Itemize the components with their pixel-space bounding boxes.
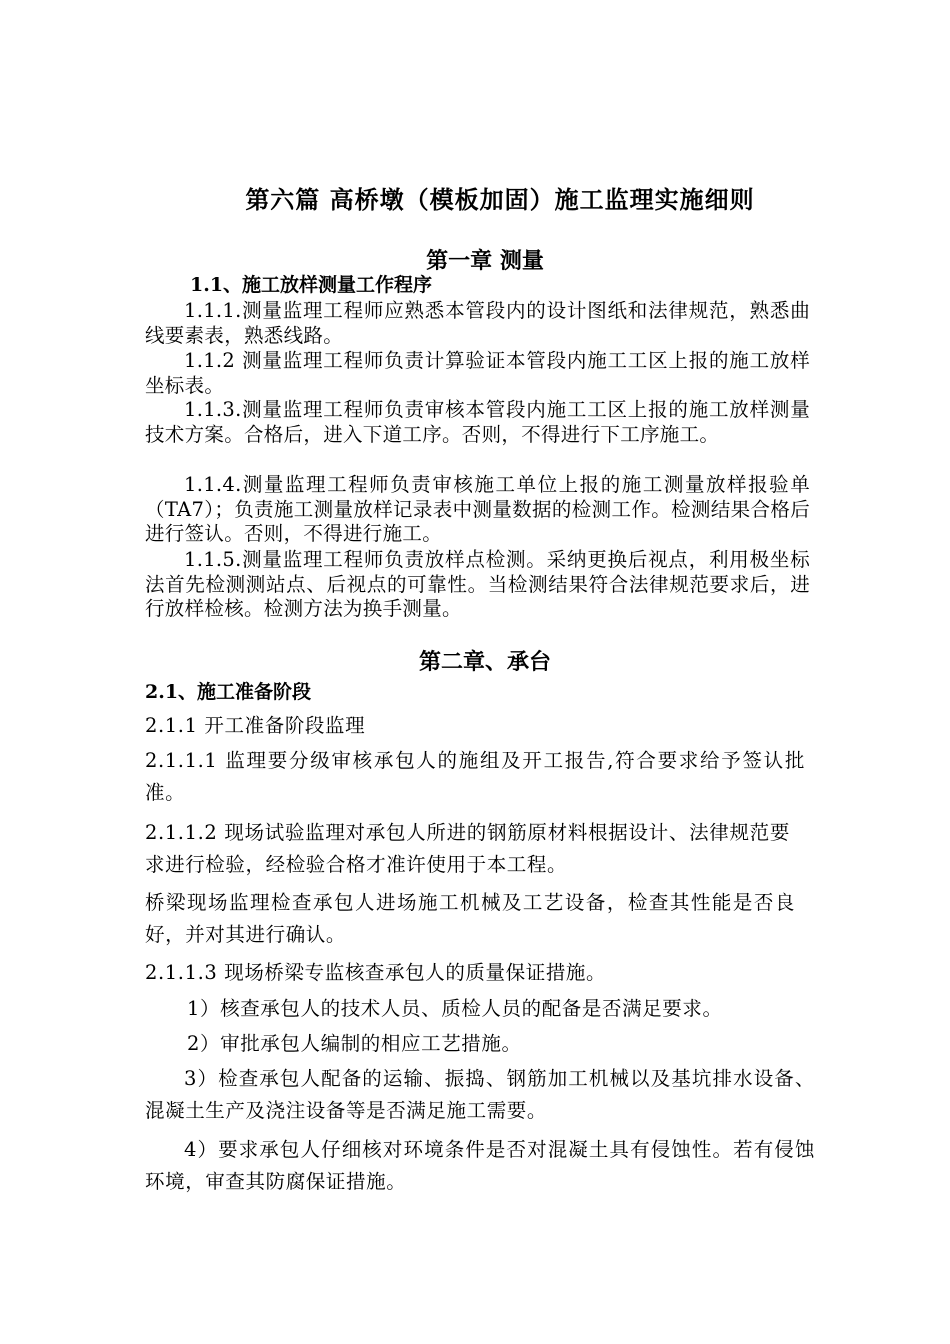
list-item-3: 3）检查承包人配备的运输、振捣、钢筋加工机械以及基坑排水设备、混凝土生产及浇注设备等是否满足施工需要。 <box>145 1067 815 1122</box>
paragraph-1-1-4: 1.1.4.测量监理工程师负责审核施工单位上报的施工测量放样报验单（TA7）；负责施工测量放样记录表中测量数据的检测工作。检测结果合格后进行签认。否则，不得进行施工。 <box>145 473 810 545</box>
paragraph-2-1-1-2: 2.1.1.2 现场试验监理对承包人所进的钢筋原材料根据设计、法律规范要求进行检验，经检验合格才准许使用于本工程。 <box>145 821 790 876</box>
section-1-1-heading: 1.1、施工放样测量工作程序 <box>190 274 433 296</box>
paragraph-1-1-1: 1.1.1.测量监理工程师应熟悉本管段内的设计图纸和法律规范，熟悉曲线要素表，熟悉线路。 <box>145 299 810 347</box>
chapter-2-title: 第二章、承台 <box>418 649 551 675</box>
paragraph-2-1-1-1: 2.1.1.1 监理要分级审核承包人的施组及开工报告,符合要求给予签认批准。 <box>145 749 805 804</box>
chapter-1-title: 第一章 测量 <box>426 248 544 274</box>
list-item-2: 2）审批承包人编制的相应工艺措施。 <box>187 1032 522 1055</box>
document-title: 第六篇 高桥墩（模板加固）施工监理实施细则 <box>245 185 755 214</box>
section-2-1-heading: 2.1、施工准备阶段 <box>145 681 312 703</box>
paragraph-bridge-equipment: 桥梁现场监理检查承包人进场施工机械及工艺设备，检查其性能是否良好，并对其进行确认。 <box>145 891 795 946</box>
paragraph-1-1-3: 1.1.3.测量监理工程师负责审核本管段内施工工区上报的施工放样测量技术方案。合格后，进入下道工序。否则，不得进行下工序施工。 <box>145 398 810 446</box>
paragraph-1-1-5: 1.1.5.测量监理工程师负责放样点检测。采纳更换后视点，利用极坐标法首先检测测站点、后视点的可靠性。当检测结果符合法律规范要求后，进行放样检核。检测方法为换手测量。 <box>145 548 810 620</box>
line-2-1-1-3: 2.1.1.3 现场桥梁专监核查承包人的质量保证措施。 <box>145 961 607 984</box>
line-2-1-1: 2.1.1 开工准备阶段监理 <box>145 714 366 737</box>
paragraph-1-1-2: 1.1.2 测量监理工程师负责计算验证本管段内施工工区上报的施工放样坐标表。 <box>145 349 810 397</box>
list-item-1: 1）核查承包人的技术人员、质检人员的配备是否满足要求。 <box>187 997 723 1020</box>
list-item-4: 4）要求承包人仔细核对环境条件是否对混凝土具有侵蚀性。若有侵蚀环境，审查其防腐保证措施。 <box>145 1138 815 1193</box>
